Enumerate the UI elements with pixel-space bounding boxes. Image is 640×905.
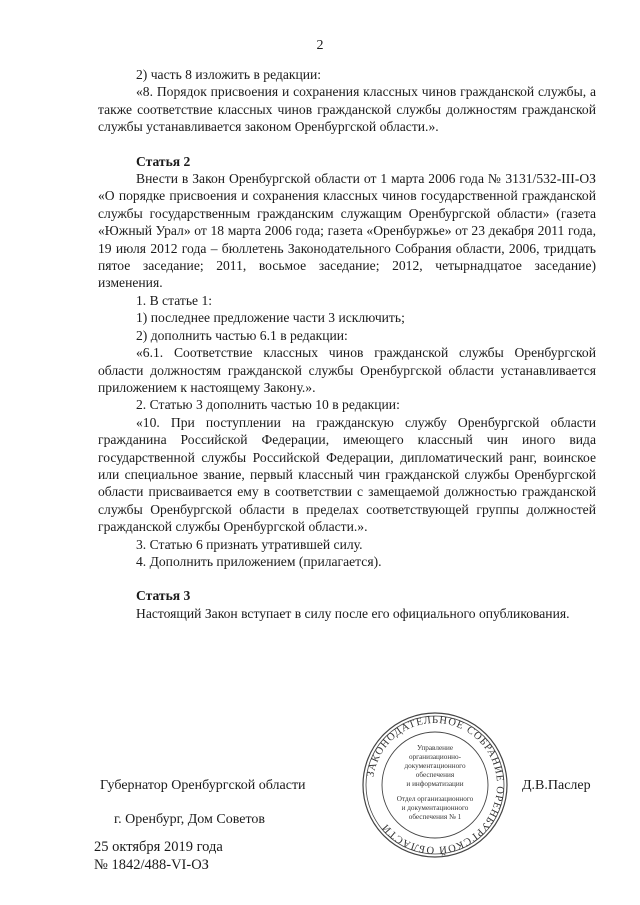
- paragraph: 2) дополнить частью 6.1 в редакции:: [136, 327, 348, 343]
- paragraph: 4. Дополнить приложением (прилагается).: [136, 553, 382, 569]
- stamp-inner-line: и документационного: [401, 804, 469, 812]
- date-number-block: [94, 838, 223, 874]
- stamp-inner-line: обеспечения: [415, 771, 455, 779]
- paragraph-gap: [98, 570, 596, 587]
- stamp-inner-line: Управление: [416, 744, 454, 752]
- paragraph: 2. Статью 3 дополнить частью 10 в редакции:: [136, 397, 400, 413]
- paragraph: «8. Порядок присвоения и сохранения классных чинов гражданской службы, а также соответствие классных чинов гражданской службы должностям гражданской службы устанавливается законом Оренбургской области.».: [98, 84, 596, 135]
- paragraph: «6.1. Соответствие классных чинов гражданской службы Оренбургской области должностям гражданской службы Оренбургской области устанавливается приложением к настоящему Закону.».: [98, 345, 596, 395]
- stamp-inner-line: документационного: [404, 762, 466, 770]
- paragraph: Внести в Закон Оренбургской области от 1 марта 2006 года № 3131/532-III-ОЗ «О порядке присвоения и сохранения классных чинов государственной гражданской службы государственным гражданским служащим Оренбургской области» (газета «Южный Урал» от 18 марта 2006 года; газета «Оренбуржье» от 23 декабря 2011 года, 19 июля 2012 года – бюллетень Законодательного Собрания области, 2006, тридцать пятое заседание; 2011, восьмое заседание; 2012, четырнадцатое заседание) изменения.: [98, 171, 596, 291]
- paragraph: 1. В статье 1:: [136, 292, 213, 308]
- article-heading: Статья 3: [136, 588, 191, 604]
- stamp-inner-line: обеспечения № 1: [408, 813, 462, 821]
- law-number: № 1842/488-VI-ОЗ: [94, 857, 209, 873]
- paragraph: 2) часть 8 изложить в редакции:: [136, 67, 322, 82]
- stamp-inner-line: организационно-: [408, 753, 462, 761]
- page-number: 2: [316, 38, 324, 53]
- paragraph: 3. Статью 6 признать утратившей силу.: [136, 536, 363, 552]
- document-body: [98, 66, 596, 622]
- paragraph: Настоящий Закон вступает в силу после его официального опубликования.: [136, 605, 570, 621]
- signing-place: г. Оренбург, Дом Советов: [114, 812, 265, 827]
- signatory-title: Губернатор Оренбургской области: [100, 778, 306, 793]
- signatory-name: Д.В.Паслер: [522, 778, 591, 793]
- official-stamp: [360, 710, 510, 860]
- signing-date: 25 октября 2019 года: [94, 839, 223, 855]
- stamp-outer-text: ЗАКОНОДАТЕЛЬНОЕ СОБРАНИЕ ОРЕНБУРГСКОЙ ОБЛАСТИ: [365, 714, 506, 856]
- paragraph: 1) последнее предложение части 3 исключить;: [136, 310, 405, 326]
- stamp-inner-line: и информатизации: [406, 780, 464, 788]
- article-heading: Статья 2: [136, 153, 191, 169]
- paragraph-gap: [98, 136, 596, 153]
- stamp-inner-line: Отдел организационного: [396, 795, 474, 803]
- paragraph: «10. При поступлении на гражданскую службу Оренбургской области гражданина Российской Федерации, имеющего классный чин иного вида государственной службы Российской Федерации, дипломатический ранг, воинское или специальное звание, первый классный чин гражданской службы Оренбургской области присваивается ему в соответствии с замещаемой должностью гражданской службы Оренбургской области в пределах соответствующей группы должностей гражданской службы Оренбургской области.».: [98, 414, 596, 535]
